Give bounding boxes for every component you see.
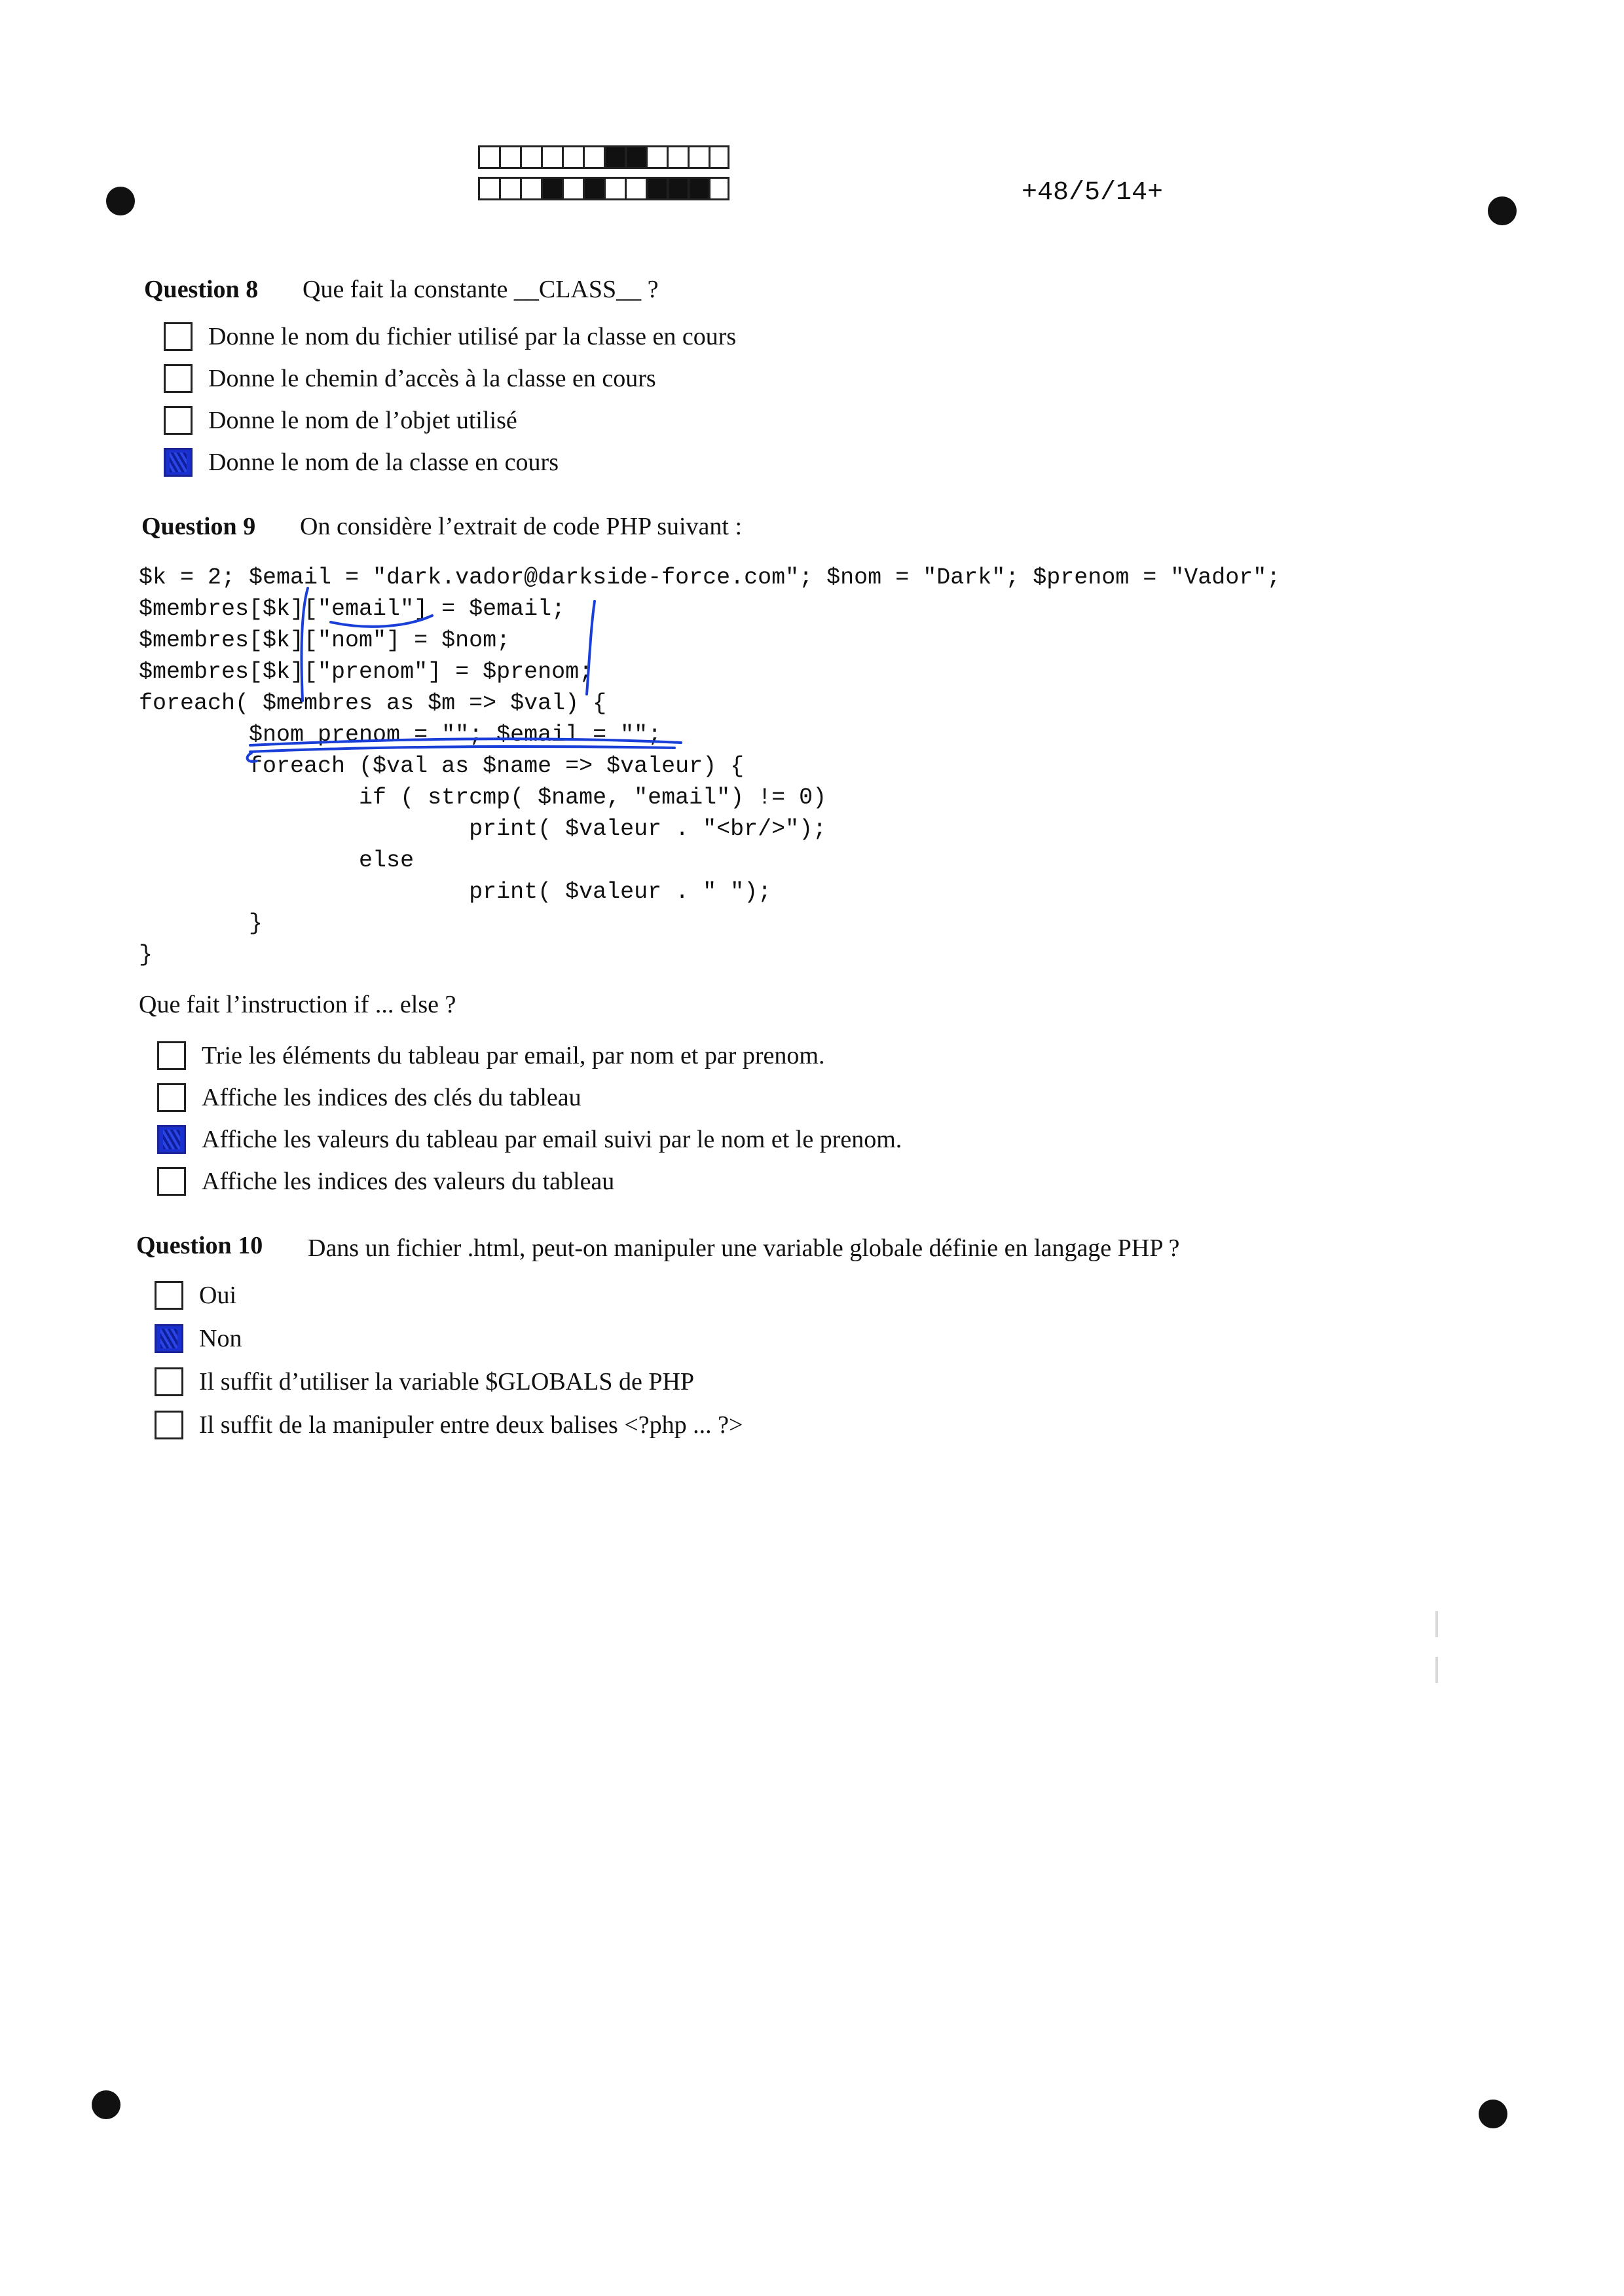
barcode-cell (604, 145, 625, 169)
barcode-cell (604, 177, 625, 200)
barcode-cell (499, 177, 520, 200)
code-line: foreach( $membres as $m => $val) { (139, 690, 607, 716)
barcode-row-2 (478, 177, 729, 200)
answer-option-label: Il suffit d’utiliser la variable $GLOBALS de PHP (199, 1368, 695, 1396)
barcode-cell (478, 145, 499, 169)
answer-option[interactable] (157, 1083, 581, 1112)
code-line: print( $valeur . " "); (139, 879, 772, 905)
question-9-label: Question 9 (141, 513, 256, 540)
checkbox-filled[interactable] (164, 448, 193, 477)
checkbox-filled[interactable] (157, 1125, 186, 1154)
barcode-cell (583, 145, 604, 169)
barcode-cell (541, 145, 562, 169)
checkbox[interactable] (157, 1041, 186, 1070)
scan-artifact (1435, 1657, 1438, 1683)
answer-option-label: Il suffit de la manipuler entre deux balises <?php ... ?> (199, 1411, 743, 1439)
checkbox[interactable] (164, 364, 193, 393)
answer-option[interactable] (155, 1324, 242, 1353)
code-line: } (139, 910, 263, 936)
barcode-cell (541, 177, 562, 200)
checkbox[interactable] (157, 1083, 186, 1112)
barcode-cell (667, 145, 688, 169)
code-line: $k = 2; $email = "dark.vador@darkside-force.com"; $nom = "Dark"; $prenom = "Vador"; (139, 565, 1281, 591)
registration-mark-bottom-left (92, 2090, 120, 2119)
barcode-cell (499, 145, 520, 169)
question-10-label: Question 10 (136, 1232, 263, 1259)
checkbox[interactable] (155, 1281, 183, 1310)
answer-option[interactable] (164, 448, 559, 477)
barcode-cell (709, 145, 729, 169)
answer-option-label: Donne le nom du fichier utilisé par la classe en cours (208, 323, 737, 350)
checkbox[interactable] (155, 1411, 183, 1439)
barcode-cell (478, 177, 499, 200)
code-line: else (139, 847, 415, 874)
answer-option[interactable] (157, 1167, 614, 1196)
barcode-cell (520, 177, 541, 200)
checkbox[interactable] (155, 1367, 183, 1396)
answer-option-label: Trie les éléments du tableau par email, par nom et par prenom. (202, 1042, 825, 1069)
question-10-text: Dans un fichier .html, peut-on manipuler une variable globale définie en langage PHP ? (308, 1234, 1180, 1262)
registration-mark-top-left (106, 187, 135, 215)
answer-option[interactable] (155, 1281, 236, 1310)
barcode-cell (646, 177, 667, 200)
checkbox[interactable] (157, 1167, 186, 1196)
question-9-text: On considère l’extrait de code PHP suivant : (300, 513, 743, 540)
answer-option[interactable] (155, 1411, 743, 1439)
barcode-cell (625, 177, 646, 200)
checkbox[interactable] (164, 322, 193, 351)
barcode-cell (562, 177, 583, 200)
barcode-cell (688, 177, 709, 200)
answer-option[interactable] (157, 1041, 824, 1070)
barcode-cell (709, 177, 729, 200)
code-line: $membres[$k]["email"] = $email; (139, 596, 566, 622)
answer-option-label: Affiche les indices des valeurs du tableau (202, 1168, 615, 1195)
question-9-subquestion: Que fait l’instruction if ... else ? (139, 991, 456, 1018)
answer-option[interactable] (157, 1125, 902, 1154)
barcode-cell (520, 145, 541, 169)
barcode-cell (562, 145, 583, 169)
code-line: foreach ($val as $name => $valeur) { (139, 753, 745, 779)
answer-option[interactable] (164, 406, 517, 435)
barcode-cell (583, 177, 604, 200)
scan-artifact (1435, 1611, 1438, 1637)
barcode-cell (646, 145, 667, 169)
page-id: +48/5/14+ (1022, 178, 1164, 208)
barcode-cell (667, 177, 688, 200)
barcode-cell (688, 145, 709, 169)
barcode-row-1 (478, 145, 729, 169)
answer-option[interactable] (164, 364, 656, 393)
answer-option[interactable] (155, 1367, 694, 1396)
code-line: $membres[$k]["nom"] = $nom; (139, 627, 511, 654)
answer-option-label: Oui (199, 1282, 236, 1309)
code-line: print( $valeur . "<br/>"); (139, 816, 827, 842)
answer-option-label: Affiche les valeurs du tableau par email suivi par le nom et le prenom. (202, 1126, 902, 1153)
code-line: } (139, 942, 153, 968)
barcode-cell (625, 145, 646, 169)
question-8-text: Que fait la constante __CLASS__ ? (303, 276, 659, 303)
answer-option-label: Affiche les indices des clés du tableau (202, 1084, 581, 1111)
php-code-block (139, 562, 1280, 971)
registration-mark-top-right (1488, 196, 1517, 225)
code-line: if ( strcmp( $name, "email") != 0) (139, 785, 827, 811)
code-line: $membres[$k]["prenom"] = $prenom; (139, 659, 593, 685)
answer-option[interactable] (164, 322, 736, 351)
answer-option-label: Donne le nom de la classe en cours (208, 449, 559, 476)
answer-option-label: Donne le nom de l’objet utilisé (208, 407, 517, 434)
answer-option-label: Donne le chemin d’accès à la classe en cours (208, 365, 656, 392)
registration-mark-bottom-right (1479, 2100, 1507, 2128)
question-8-label: Question 8 (144, 276, 259, 303)
checkbox-filled[interactable] (155, 1324, 183, 1353)
code-line: $nom_prenom = ""; $email = ""; (139, 722, 662, 748)
answer-option-label: Non (199, 1325, 242, 1352)
checkbox[interactable] (164, 406, 193, 435)
